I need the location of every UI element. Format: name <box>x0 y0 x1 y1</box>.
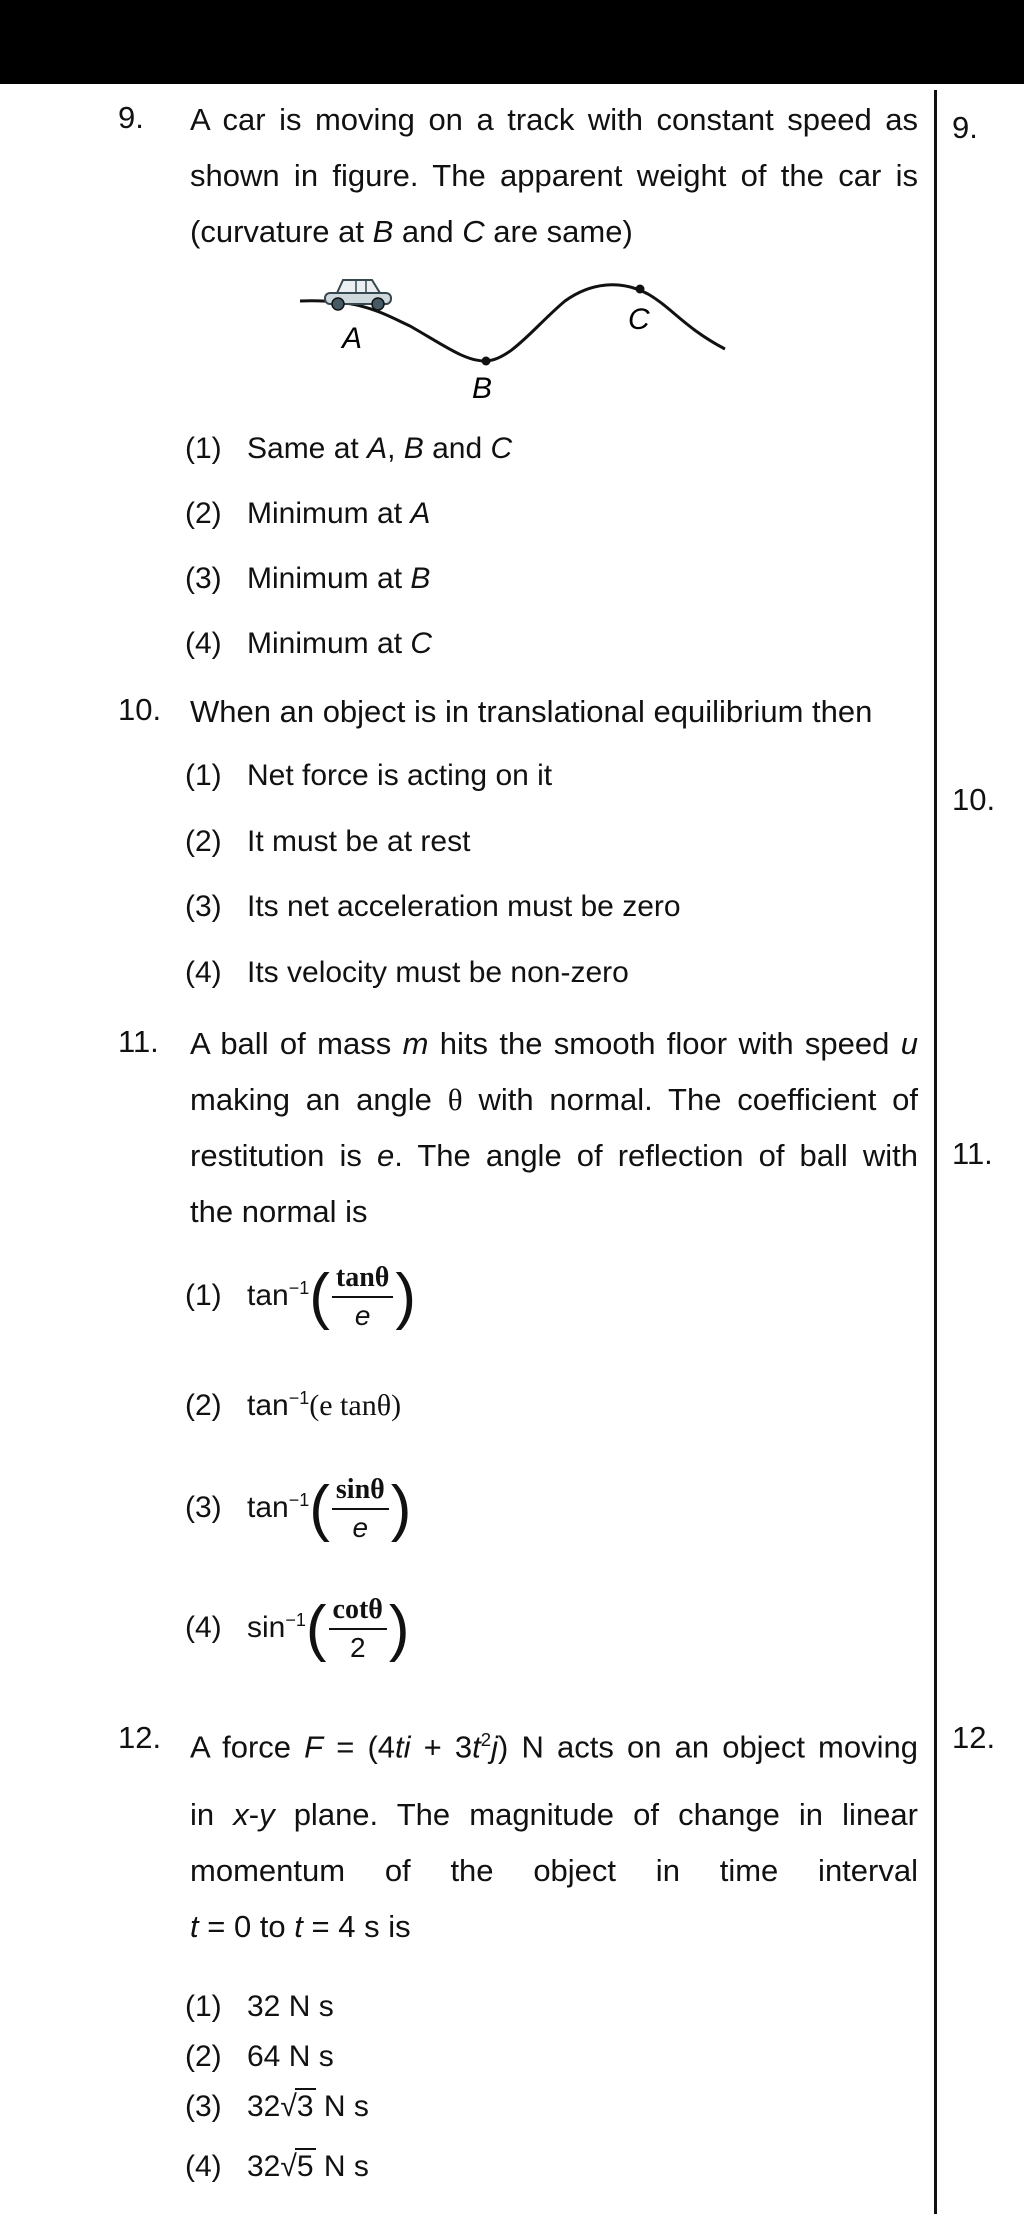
label-b: B <box>472 372 493 405</box>
right-question-number: 12. <box>952 1720 996 1755</box>
option: (2) It must be at rest <box>185 825 471 858</box>
question-text: A force $F = (4ti + 3t^2j)$ N acts on an object moving in x-y plane. The magnitude of change in linear momentum of the object in time interval t = 0 to t = 4 s is <box>190 1729 918 1945</box>
question-number: 12. <box>118 1720 162 1755</box>
label-a: A <box>342 322 363 355</box>
question-number: 11. <box>118 1024 159 1059</box>
option: (4) Its velocity must be non-zero <box>185 956 629 989</box>
option: (3) Its net acceleration must be zero <box>185 890 681 923</box>
option: (4) $\sin^{-1}$( $\frac{\cot\theta}{2}$ ) <box>185 1594 410 1663</box>
question-text: A ball of mass m hits the smooth floor with speed u making an angle θ with normal. The coefficient of restitution is e. The angle of reflection of ball with the normal is <box>190 1026 918 1229</box>
top-black-bar <box>0 0 1024 84</box>
point-b-dot <box>482 357 491 366</box>
question-number: 9. <box>118 100 144 135</box>
option: (1) Net force is acting on it <box>185 759 553 792</box>
right-question-number: 9. <box>952 110 978 145</box>
question-number: 10. <box>118 692 162 727</box>
option: (1) 32 N s <box>185 1990 334 2023</box>
option: (3) $\tan^{-1}$( $\frac{\sin\theta}{e}$ ) <box>185 1474 412 1543</box>
option: (2) 64 N s <box>185 2040 334 2073</box>
option: (3) Minimum at B <box>185 562 431 595</box>
option: (3) 32√3 N s <box>185 2090 369 2123</box>
right-question-number: 11. <box>952 1136 993 1171</box>
track-figure <box>300 266 740 416</box>
option: (1) $\tan^{-1}$( $\frac{\tan\theta}{e}$ ) <box>185 1262 417 1331</box>
option: (4) 32√5 N s <box>185 2150 369 2183</box>
point-c-dot <box>636 285 645 294</box>
option: (4) Minimum at C <box>185 627 433 660</box>
option: (2) $\tan^{-1}(e$ tanθ) <box>185 1388 402 1422</box>
option: (1) Same at A, B and C <box>185 432 513 465</box>
label-c: C <box>628 303 650 336</box>
column-divider <box>934 90 937 2214</box>
option: (2) Minimum at A <box>185 497 431 530</box>
question-text: When an object is in translational equilibrium then <box>190 694 873 729</box>
right-question-number: 10. <box>952 782 996 817</box>
question-text: A car is moving on a track with constant speed as shown in figure. The apparent weight of the car is (curvature at B and C are same) <box>190 102 918 249</box>
